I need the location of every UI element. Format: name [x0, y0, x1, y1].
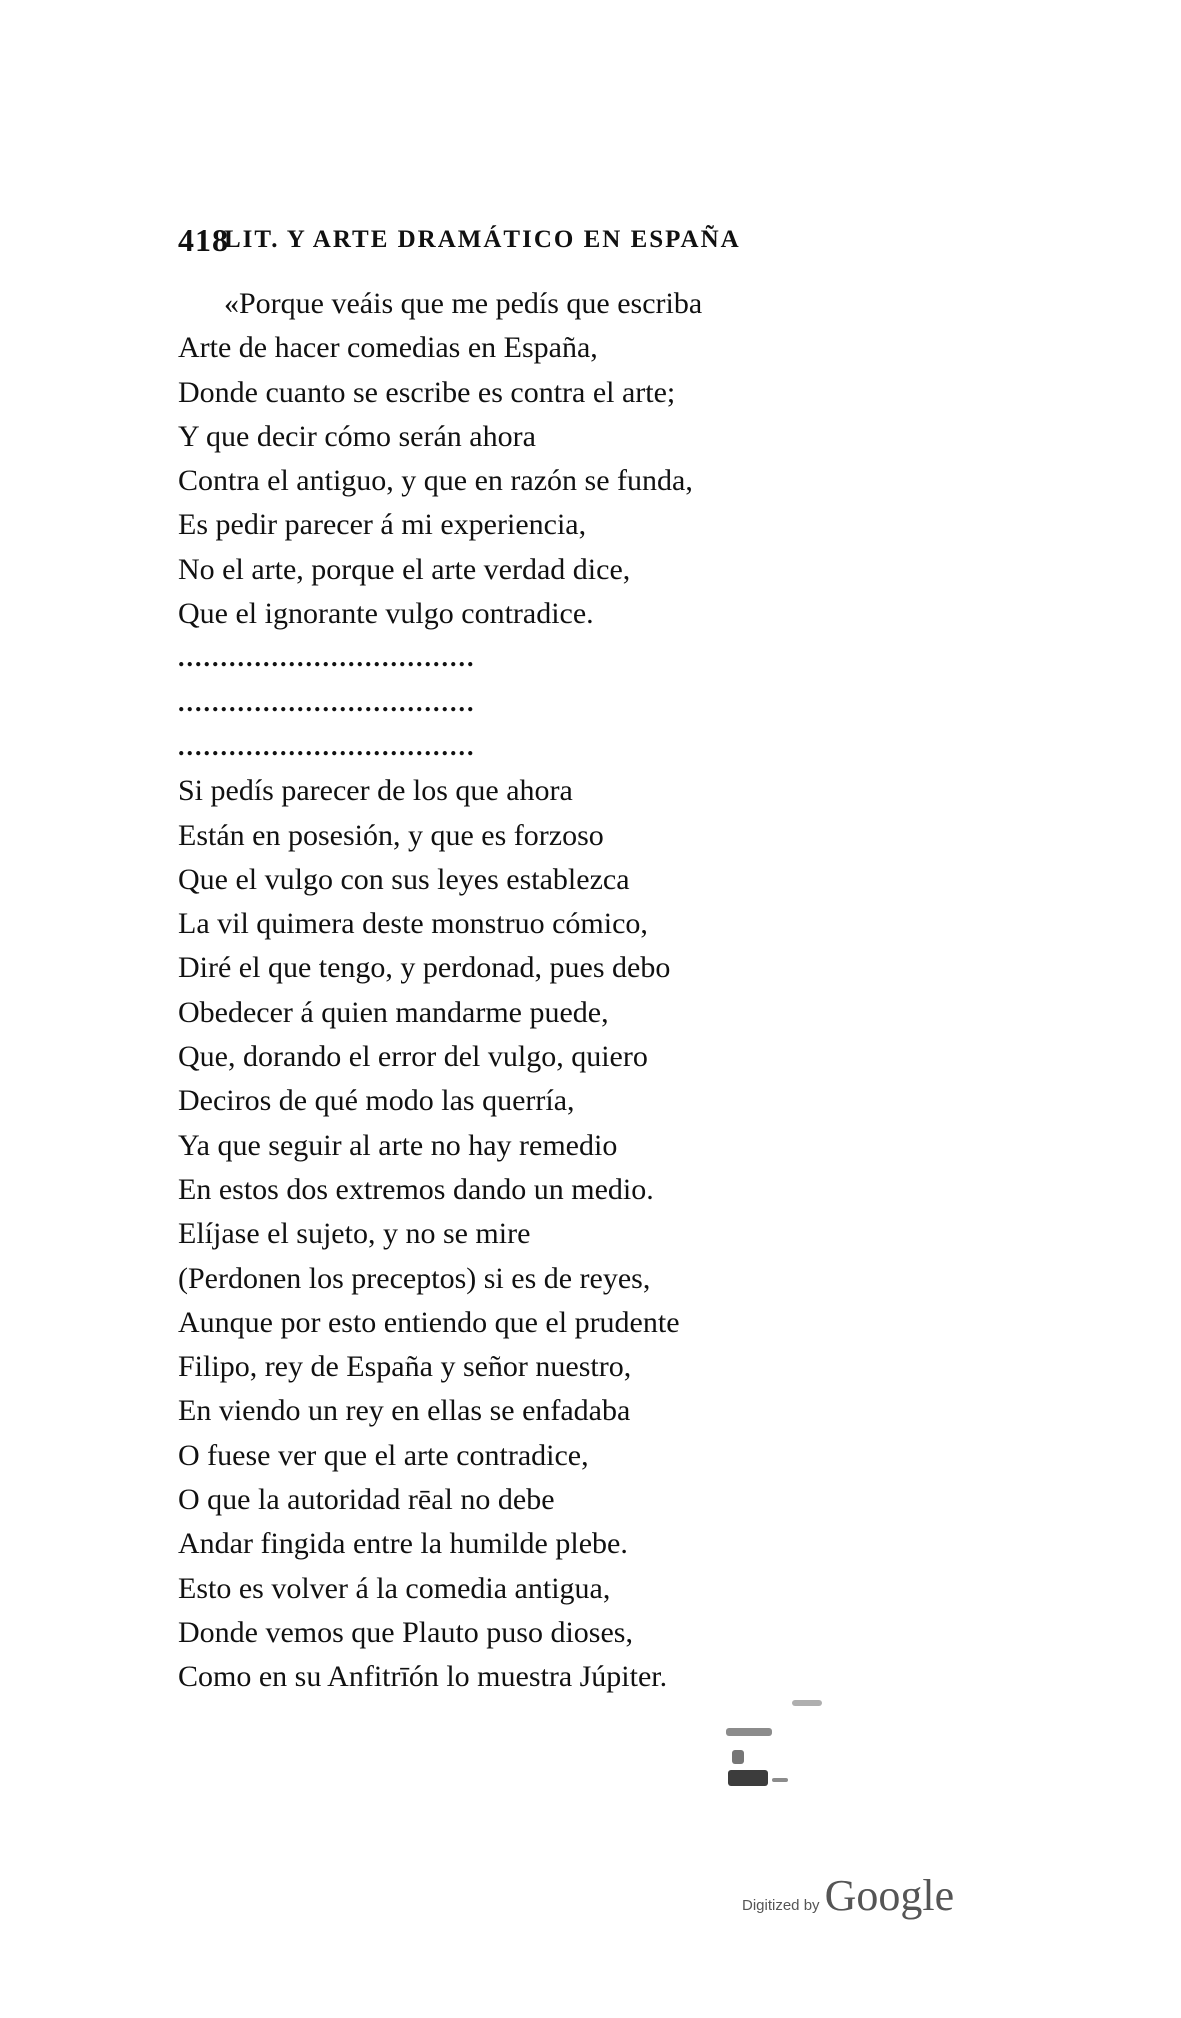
verse-line: Que el vulgo con sus leyes establezca	[178, 862, 630, 896]
verse-line: Si pedís parecer de los que ahora	[178, 774, 573, 808]
verse-line: En viendo un rey en ellas se enfadaba	[178, 1394, 631, 1428]
ink-smudge	[792, 1700, 822, 1706]
ink-smudge	[728, 1770, 768, 1786]
verse-line: Contra el antiguo, y que en razón se funda,	[178, 464, 693, 498]
verse-line: Están en posesión, y que es forzoso	[178, 818, 604, 852]
watermark-prefix: Digitized by	[742, 1897, 820, 1914]
verse-line: Filipo, rey de España y señor nuestro,	[178, 1350, 632, 1384]
google-logo: Google	[824, 1871, 955, 1920]
verse-line: La vil quimera deste monstruo cómico,	[178, 907, 648, 941]
verse-block	[178, 282, 858, 1700]
verse-line: (Perdonen los preceptos) si es de reyes,	[178, 1261, 651, 1295]
verse-line: Donde vemos que Plauto puso dioses,	[178, 1615, 633, 1649]
verse-line: Deciros de qué modo las querría,	[178, 1084, 575, 1118]
ink-smudge	[772, 1778, 788, 1782]
ink-smudge	[732, 1750, 744, 1764]
verse-line: Que, dorando el error del vulgo, quiero	[178, 1040, 648, 1074]
verse-line: O fuese ver que el arte contradice,	[178, 1438, 589, 1472]
verse-line: Aunque por esto entiendo que el prudente	[178, 1305, 680, 1339]
verse-line: En estos dos extremos dando un medio.	[178, 1172, 654, 1206]
verse-line: Arte de hacer comedias en España,	[178, 331, 598, 365]
verse-line: Obedecer á quien mandarme puede,	[178, 995, 609, 1029]
verse-line: Como en su Anfitrīón lo muestra Júpiter.	[178, 1660, 668, 1694]
page-header	[178, 222, 838, 262]
verse-line: Elíjase el sujeto, y no se mire	[178, 1217, 531, 1251]
verse-line: Es pedir parecer á mi experiencia,	[178, 508, 587, 542]
ellipsis-row: ...................................	[178, 731, 476, 761]
verse-line: Donde cuanto se escribe es contra el arte;	[178, 375, 676, 409]
page-number: 418	[178, 222, 229, 258]
running-head: LIT. Y ARTE DRAMÁTICO EN ESPAÑA	[224, 226, 741, 253]
verse-line: Andar fingida entre la humilde plebe.	[178, 1527, 628, 1561]
verse-line: Y que decir cómo serán ahora	[178, 419, 536, 453]
verse-line: No el arte, porque el arte verdad dice,	[178, 552, 631, 586]
digitized-watermark	[742, 1870, 1002, 1930]
verse-line: «Porque veáis que me pedís que escriba	[224, 287, 703, 320]
verse-line: O que la autoridad rēal no debe	[178, 1483, 555, 1517]
verse-line: Ya que seguir al arte no hay remedio	[178, 1128, 618, 1162]
ink-smudge	[726, 1728, 772, 1736]
verse-line: Esto es volver á la comedia antigua,	[178, 1571, 611, 1605]
ellipsis-row: ...................................	[178, 687, 476, 717]
verse-line: Diré el que tengo, y perdonad, pues debo	[178, 951, 671, 985]
ellipsis-row: ...................................	[178, 643, 476, 673]
verse-line: Que el ignorante vulgo contradice.	[178, 597, 594, 631]
